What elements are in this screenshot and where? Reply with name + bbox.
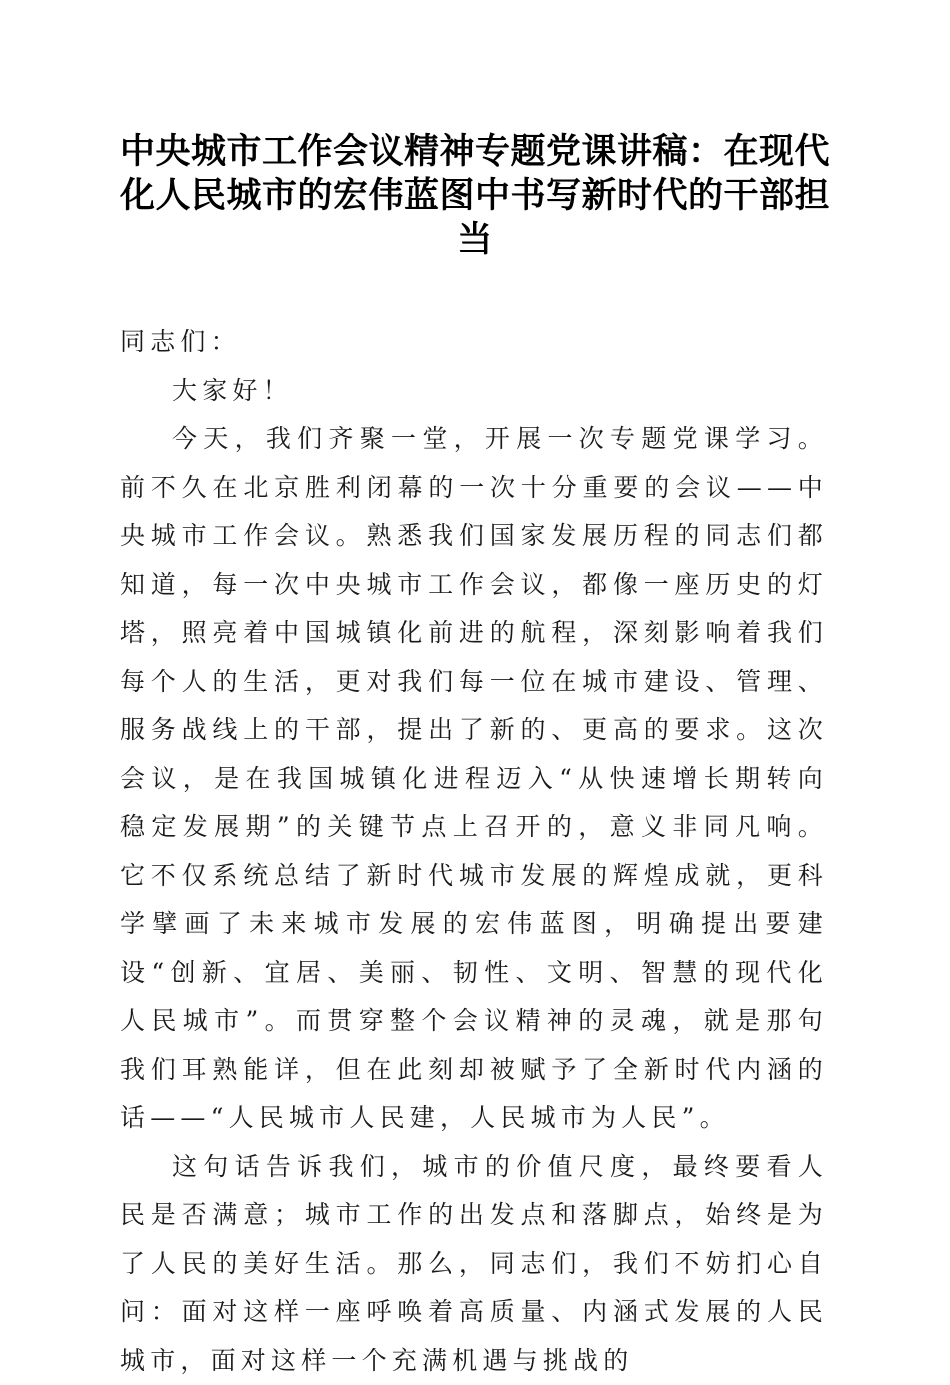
salutation: 同志们： [120, 318, 828, 367]
document-title: 中央城市工作会议精神专题党课讲稿：在现代化人民城市的宏伟蓝图中书写新时代的干部担当 [110, 130, 840, 262]
document-body [120, 318, 828, 1385]
intro-paragraph: 今天，我们齐聚一堂，开展一次专题党课学习。前不久在北京胜利闭幕的一次十分重要的会议——中央城市工作会议。熟悉我们国家发展历程的同志们都知道，每一次中央城市工作会议，都像一座历史的灯塔，照亮着中国城镇化前进的航程，深刻影响着我们每个人的生活，更对我们每一位在城市建设、管理、服务战线上的干部，提出了新的、更高的要求。这次会议，是在我国城镇化进程迈入“从快速增长期转向稳定发展期”的关键节点上召开的，意义非同凡响。它不仅系统总结了新时代城市发展的辉煌成就，更科学擘画了未来城市发展的宏伟蓝图，明确提出要建设“创新、宜居、美丽、韧性、文明、智慧的现代化人民城市”。而贯穿整个会议精神的灵魂，就是那句我们耳熟能详，但在此刻却被赋予了全新时代内涵的话——“人民城市人民建，人民城市为人民”。 [120, 415, 828, 1143]
greeting-paragraph: 大家好！ [120, 367, 828, 416]
body-paragraph: 这句话告诉我们，城市的价值尺度，最终要看人民是否满意；城市工作的出发点和落脚点，始终是为了人民的美好生活。那么，同志们，我们不妨扪心自问：面对这样一座呼唤着高质量、内涵式发展的人民城市，面对这样一个充满机遇与挑战的 [120, 1143, 828, 1385]
